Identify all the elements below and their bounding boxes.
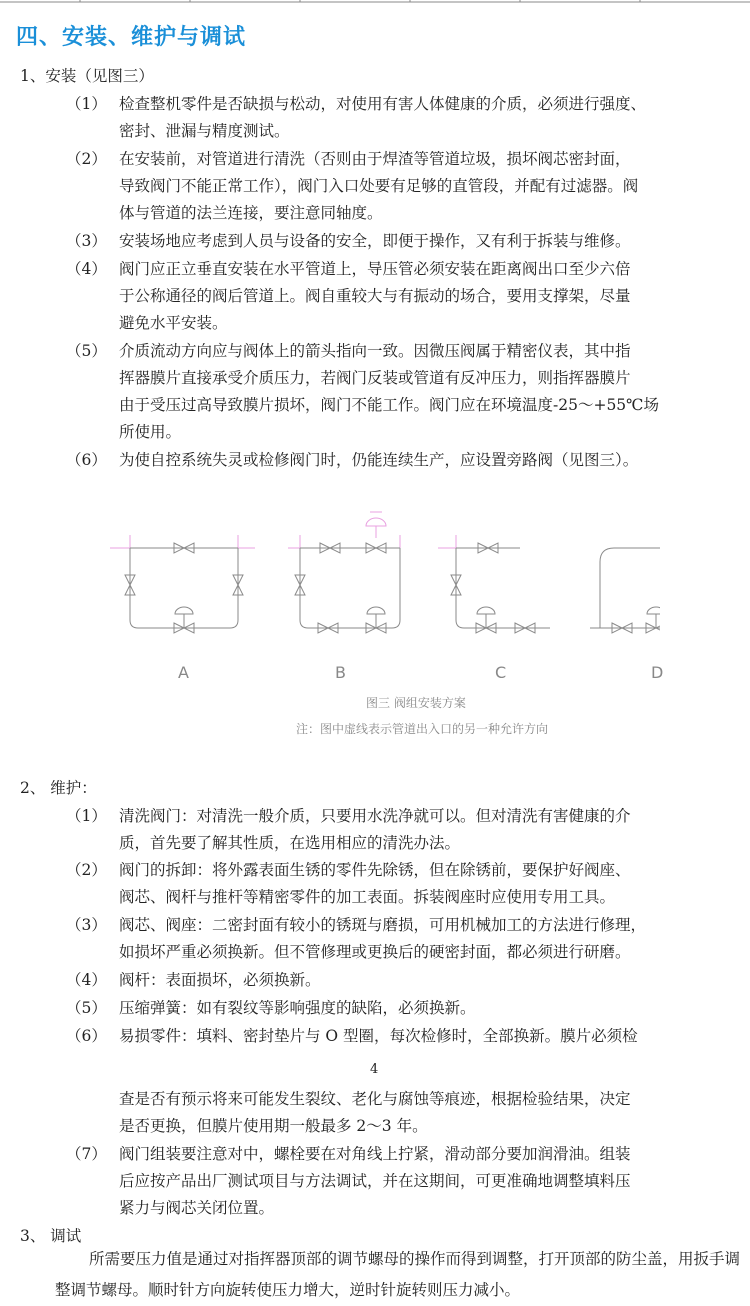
item-line: 为使自控系统失灵或检修阀门时，仍能连续生产，应设置旁路阀（见图三）。 [119, 451, 639, 469]
scheme-label-a: A [178, 663, 189, 682]
item-number: （2） [66, 150, 107, 168]
item-line: 密封、泄漏与精度测试。 [119, 122, 290, 140]
item-number: （3） [66, 916, 107, 934]
item-line: 如损坏严重必须换新。但不管修理或更换后的硬密封面，都必须进行研磨。 [119, 943, 631, 961]
item-line: 阀门应正立垂直安装在水平管道上，导压管必须安装在距离阀出口至少六倍 [119, 260, 631, 278]
item-number: （1） [66, 95, 107, 113]
figure-caption: 图三 阀组安装方案 [366, 696, 466, 710]
figure-note: 注：图中虚线表示管道出入口的另一种允许方向 [296, 722, 549, 736]
item-line: 在安装前，对管道进行清洗（否则由于焊渣等管道垃圾，损坏阀芯密封面， [119, 150, 631, 168]
item-number: （5） [66, 342, 107, 360]
item-number: （3） [66, 232, 107, 250]
item-line: 阀门的拆卸：将外露表面生锈的零件先除锈，但在除锈前，要保护好阀座、 [119, 861, 631, 879]
item-line: 体与管道的法兰连接，要注意同轴度。 [119, 204, 383, 222]
item-line: 介质流动方向应与阀体上的箭头指向一致。因微压阀属于精密仪表，其中指 [119, 342, 631, 360]
item-line: 避免水平安装。 [119, 314, 228, 332]
item-line: 由于受压过高导致膜片损坏，阀门不能工作。阀门应在环境温度-25～+55℃场 [119, 396, 660, 414]
scheme-label-d: D [651, 663, 664, 682]
section-title: 四、安装、维护与调试 [16, 25, 247, 50]
pressure-regulator-icon [476, 607, 496, 633]
item-number: （2） [66, 861, 107, 879]
page-number: 4 [370, 1062, 379, 1077]
pressure-regulator-icon [646, 607, 660, 633]
item-number: （4） [66, 971, 107, 989]
item-number: （6） [66, 451, 107, 469]
scheme-d [590, 548, 660, 633]
item-line: 于公称通径的阀后管道上。阀自重较大与有振动的场合，要用支撑架，尽量 [119, 287, 631, 305]
item-number: （7） [66, 1145, 107, 1163]
item-line: 清洗阀门：对清洗一般介质，只要用水洗净就可以。但对清洗有害健康的介 [119, 807, 631, 825]
scheme-label-c: C [495, 663, 507, 682]
item-number: （1） [66, 807, 107, 825]
item-line: 后应按产品出厂测试项目与方法调试，并在这期间，可更准确地调整填料压 [119, 1172, 631, 1190]
item-line: 查是否有预示将来可能发生裂纹、老化与腐蚀等痕迹，根据检验结果，决定 [119, 1090, 631, 1108]
item-line: 阀芯、阀座：二密封面有较小的锈斑与磨损，可用机械加工的方法进行修理， [119, 916, 647, 934]
item-line: 导致阀门不能正常工作），阀门入口处要有足够的直管段，并配有过滤器。阀 [119, 177, 639, 195]
scheme-b [288, 512, 400, 633]
scheme-label-b: B [335, 663, 346, 682]
item-line: 压缩弹簧：如有裂纹等影响强度的缺陷，必须换新。 [119, 999, 476, 1017]
item-line: 安装场地应考虑到人员与设备的安全，即便于操作，又有利于拆装与维修。 [119, 232, 631, 250]
item-number: （6） [66, 1027, 107, 1045]
item-line: 是否更换，但膜片使用期一般最多 2～3 年。 [119, 1117, 428, 1135]
item-line: 阀杆：表面损坏，必须换新。 [119, 971, 321, 989]
scheme-c [438, 535, 550, 633]
item-line: 易损零件：填料、密封垫片与 O 型圈，每次检修时，全部换新。膜片必须检 [119, 1027, 638, 1045]
item-line: 阀芯、阀杆与推杆等精密零件的加工表面。拆装阀座时应使用专用工具。 [119, 888, 616, 906]
install-heading: 1、安装（见图三） [20, 67, 154, 85]
scheme-a [110, 535, 255, 633]
item-number: （4） [66, 260, 107, 278]
item-number: （5） [66, 999, 107, 1017]
item-line: 紧力与阀芯关闭位置。 [119, 1199, 275, 1217]
debug-heading: 3、 调试 [20, 1227, 82, 1245]
item-line: 所使用。 [119, 423, 182, 441]
item-line: 检查整机零件是否缺损与松动，对使用有害人体健康的介质，必须进行强度、 [119, 95, 647, 113]
item-line: 挥器膜片直接承受介质压力，若阀门反装或管道有反冲压力，则指挥器膜片 [119, 369, 631, 387]
pressure-regulator-icon [366, 607, 386, 633]
item-line: 阀门组装要注意对中，螺栓要在对角线上拧紧，滑动部分要加润滑油。组装 [119, 1145, 631, 1163]
pressure-regulator-icon [174, 607, 194, 633]
item-line: 质，首先要了解其性质，在选用相应的清洗办法。 [119, 834, 461, 852]
maintain-heading: 2、 维护： [20, 779, 97, 797]
top-border-rule [0, 0, 750, 10]
debug-paragraph: 所需要压力值是通过对指挥器顶部的调节螺母的操作而得到调整，打开顶部的防尘盖，用扳手调整调节螺母。顺时针方向旋转使压力增大，逆时针旋转则压力减小。 [55, 1250, 741, 1299]
